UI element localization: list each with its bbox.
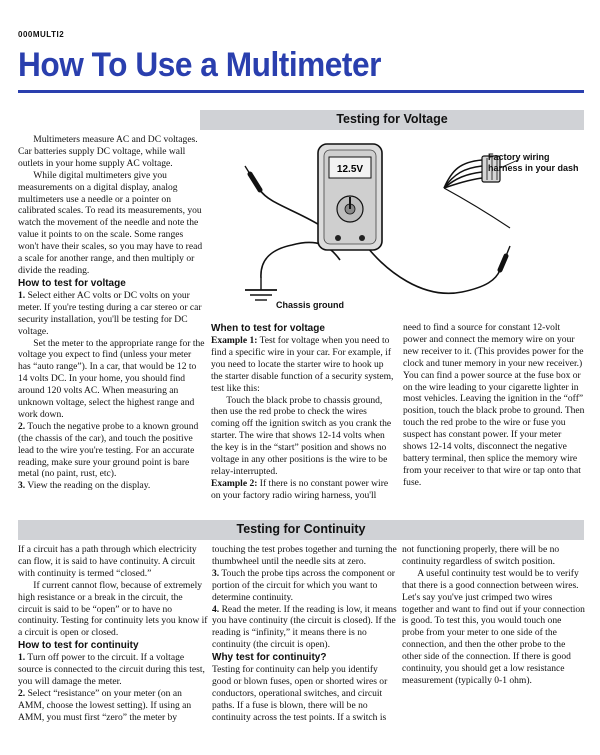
voltage-step-1 [18,290,206,338]
voltage-example-1 [211,335,397,395]
step-number: 4. [212,603,220,615]
step-number: 2. [18,420,26,432]
continuity-section-bar [18,520,584,540]
black-probe-icon [245,166,260,190]
voltage-section-heading: Testing for Voltage [336,112,448,126]
step-text: Read the meter. If the reading is low, it means you have continuity (the circuit is closed). If the reading is “infinity,” it means there is no continuity (the circuit is open). [212,603,397,651]
red-probe-icon [500,246,510,270]
step-text: Touch the negative probe to a known ground (the chassis of the car), and touch the positive lead to the wire you're testing. For an accurate reading, make sure your ground point is bare metal (no paint, rust, etc). [18,420,199,480]
example-label: Example 1: [211,335,258,346]
voltage-step-3 [18,480,206,492]
example-text: Test for voltage when you need to find a specific wire in your car. For example, if you need to locate the starter wire to hook up the starter disable function of a security system, test like this: [211,335,394,394]
voltage-example-1-continued: Touch the black probe to chassis ground, then use the red probe to check the wires coming off the ignition switch as you crank the starter. The wire that shows 12-14 volts when the key is in the “start” position and shows no voltage in any other positions is the wire to be relay-interrupted. [211,394,392,477]
ground-symbol-icon [245,278,277,300]
how-to-test-continuity-heading: How to test for continuity [18,640,139,652]
step-number: 1. [18,289,26,301]
why-test-continuity-paragraph: Testing for continuity can help you identify good or blown fuses, open or shorted wires or conductors, operational switches, and circuit paths. If a fuse is blown, there will be no continuity across the test points. If a switch is [212,664,388,723]
continuity-paragraph-1: If a circuit has a path through which electricity can flow, it is said to have continuity. A circuit with continuity is termed “closed.” [18,544,197,579]
continuity-column-2 [212,544,398,724]
why-test-continuity-heading: Why test for continuity? [212,652,327,664]
continuity-step-4 [212,604,398,652]
voltage-step-2 [18,421,206,481]
continuity-paragraph-2: If current cannot flow, because of extremely high resistance or a break in the circuit, the circuit is said to be “open” or to have no continuity. Testing for continuity lets you know if a circuit is open or closed. [18,579,208,639]
step-text: Touch the probe tips across the component or portion of the circuit for which you want to determine continuity. [212,567,395,603]
voltage-intro-paragraph-1: Multimeters measure AC and DC voltages. Car batteries supply DC voltage, while wall outlets in your home supply AC voltage. [18,134,198,169]
meter-display-reading: 12.5V [336,164,364,175]
when-to-test-voltage-heading: When to test for voltage [211,323,325,334]
step-number: 3. [212,567,220,579]
step-text: Turn off power to the circuit. If a voltage source is connected to the circuit during this test, you will damage the meter. [18,652,205,688]
example-text: If there is no constant power wire on your factory radio wiring harness, you'll [211,477,389,501]
title-rule [18,90,584,93]
continuity-step-2 [18,688,208,724]
step-text: Select “resistance” on your meter (on an AMM, choose the lowest setting). If using an AMM, you must first “zero” the meter by [18,687,192,723]
factory-wiring-label: Factory wiring harness in your dash [488,152,579,173]
chassis-ground-label: Chassis ground [276,300,345,310]
continuity-column-3 [402,544,585,687]
continuity-section-heading: Testing for Continuity [236,522,366,536]
multimeter-icon [318,144,382,250]
how-to-test-voltage-heading: How to test for voltage [18,277,126,289]
step-number: 2. [18,687,26,699]
voltage-section-bar [200,110,584,130]
voltage-column-3 [403,322,585,489]
continuity-step-1 [18,652,208,688]
continuity-step-3 [212,568,398,604]
continuity-column-1 [18,544,208,724]
step-number: 1. [18,652,26,664]
continuity-step-2-continued: touching the test probes together and turning the thumbwheel until the needle sits at zero. [212,544,397,567]
voltage-range-paragraph: Set the meter to the appropriate range for the voltage you expect to find (unless your meter has “auto range”). In a car, that would be 12 to 14 volts DC. In your home, you should find around 120 volts AC. When measuring an unknown voltage, select the highest range and work down. [18,337,205,420]
step-text: View the reading on the display. [27,480,151,492]
voltage-intro-paragraph-2: While digital multimeters give you measurements on a digital display, analog multimeters use a needle or a pointer on calibrated scales. To read its measurements, you watch the movement of the needle and note the value it points to on the scale. Some ranges won't have their scales, so you may have to read a scale for another range, and then multiply or divide the reading. [18,169,203,276]
document-code: 000MULTI2 [18,30,65,39]
page-title: How To Use a Multimeter [18,46,381,84]
continuity-col3-paragraph-1: not functioning properly, there will be no continuity regardless of switch position. [402,544,560,567]
example-label: Example 2: [211,477,258,489]
voltage-column-1 [18,134,206,492]
voltage-column-2 [211,322,397,502]
voltage-example-2-continued: need to find a source for constant 12-volt power and connect the memory wire on your new receiver to it. (This provides power for the clock and tuner memory in your new receiver.) You can find a power source at the fuse box or on the wire leading to your cigarette lighter in most vehicles. Leaving the ignition in the “off” position, touch the black probe to ground. Then touch the red probe to the wire or fuse you suspect has constant power. If your meter shows 12-14 volts, disconnect the negative battery terminal, then splice the memory wire from your receiver to that wire or tap onto that fuse. [403,322,585,488]
continuity-col3-paragraph-2: A useful continuity test would be to verify that there is a good connection between wires. Let's say you've just crimped two wires together and want to find out if your connection is good. To test this, you would touch one probe from your meter to one side of the connection, and then the other probe to the other side of the connection. If there is good continuity, you should get a low resistance measurement (typically 0-1 ohm). [402,567,585,686]
step-text: Select either AC volts or DC volts on your meter. If you're testing during a car stereo or car security installation, you'll be testing for DC voltage. [18,289,202,337]
voltage-example-2 [211,478,397,502]
step-number: 3. [18,480,26,492]
